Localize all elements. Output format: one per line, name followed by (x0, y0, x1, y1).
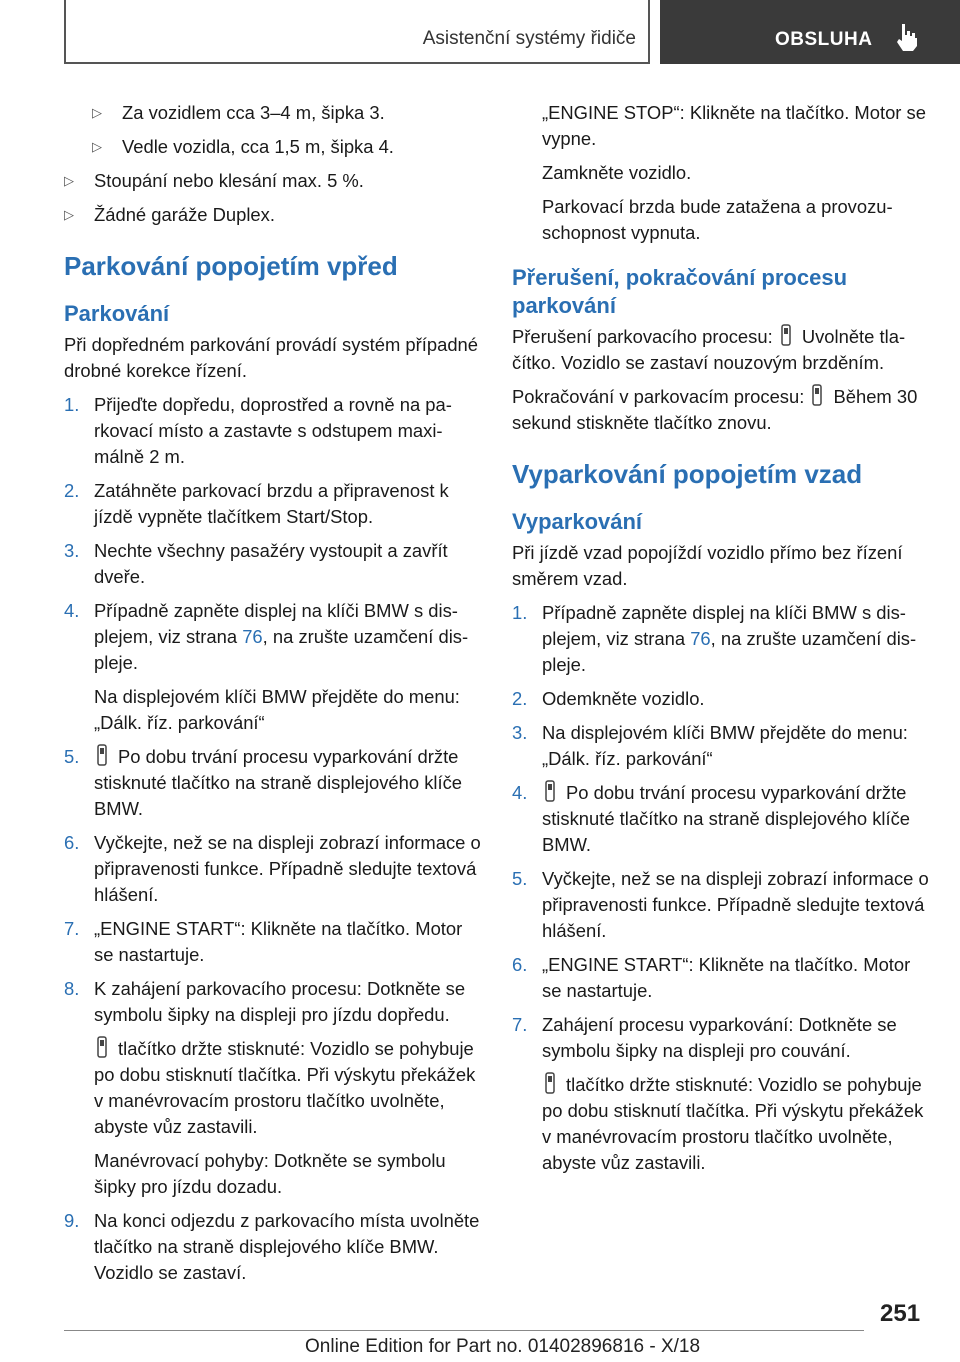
interrupt-text: Přerušení parkovacího procesu: Uvolněte tlačítko. Vozidlo se zastaví nouzovým brzděním. (512, 326, 906, 373)
key-button-icon (778, 324, 794, 346)
page-link-76[interactable]: 76 (690, 628, 711, 649)
key-button-icon (94, 744, 110, 766)
heading-unparking: Vyparkování (512, 509, 643, 534)
step-item: 8. K zahájení parkovacího procesu: Dotkněte se symbolu šipky na displeji pro jízdu dopředu. (64, 978, 466, 1025)
footer-edition: Online Edition for Part no. 01402896816 - X/18 (305, 1336, 701, 1357)
step-item: 6. Vyčkejte, než se na displeji zobrazí informace o připravenosti funkce. Případně sledujte textová hlášení. (64, 832, 481, 905)
heading-parking-forward: Parkování popojetím vpřed (64, 251, 398, 281)
step-item: 3. Na displejovém klíči BMW přejděte do menu: „Dálk. říz. parkování“ (512, 722, 908, 769)
step-item: 5. Vyčkejte, než se na displeji zobrazí informace o připravenosti funkce. Případně sledujte textová hlášení. (512, 868, 929, 941)
step-continuation: „ENGINE STOP“: Klikněte na tlačítko. Motor se vypne. (542, 102, 926, 149)
key-button-icon (94, 1036, 110, 1058)
step-item: 1. Přijeďte dopředu, doprostřed a rovně na parkovací místo a zastavte s odstupem maximálně 2 m. (64, 394, 452, 467)
step-item: 5. Po dobu trvání procesu vyparkování držte stisknuté tlačítko na straně displejového klíče BMW. (64, 746, 463, 819)
heading-parking: Parkování (64, 301, 170, 326)
step-item: 7. „ENGINE START“: Klikněte na tlačítko. Motor se nastartuje. (64, 918, 463, 965)
right-column (512, 100, 930, 1184)
step-continuation: tlačítko držte stisknuté: Vozidlo se pohybuje po dobu stisknutí tlačítka. Při výskytu překážek v manévrovacím prostoru tlačítko uvolněte, abyste vůz zastavili. (94, 1038, 476, 1137)
key-button-icon (542, 1072, 558, 1094)
step-item: 4. Po dobu trvání procesu vyparkování držte stisknuté tlačítko na straně displejového klíče BMW. (512, 782, 911, 855)
step-item: 9. Na konci odjezdu z parkovacího místa uvolněte tlačítko na straně displejového klíče BMW. Vozidlo se zastaví. (64, 1210, 480, 1283)
heading-interrupt-resume: Přerušení, pokračování procesu parkování (512, 265, 848, 318)
key-button-icon (809, 384, 825, 406)
list-item: ▷ Za vozidlem cca 3–4 m, šipka 3. (92, 102, 385, 123)
section-title: Asistenční systémy řidiče (422, 28, 636, 49)
page-number: 251 (880, 1300, 921, 1327)
step-item: 7. Zahájení procesu vyparkování: Dotkněte se symbolu šipky na displeji pro couvání. (512, 1014, 897, 1061)
intro-text: Při dopředném parkování provádí systém případné drobné korekce řízení. (64, 334, 479, 381)
heading-unpark-reverse: Vyparkování popojetím vzad (512, 459, 863, 489)
step-continuation: Zamkněte vozidlo. (542, 162, 692, 183)
chapter-tab[interactable] (660, 0, 960, 64)
step-item: 3. Nechte všechny pasažéry vystoupit a zavřít dveře. (64, 540, 448, 587)
list-item: ▷ Žádné garáže Duplex. (64, 204, 275, 225)
step-continuation: tlačítko držte stisknuté: Vozidlo se pohybuje po dobu stisknutí tlačítka. Při výskytu překážek v manévrovacím prostoru tlačítko uvolněte, abyste vůz zastavili. (542, 1074, 924, 1173)
footer-rule (64, 1330, 864, 1331)
header-bottom-rule (64, 62, 650, 64)
key-button-icon (542, 780, 558, 802)
step-item: 2. Odemkněte vozidlo. (512, 688, 705, 709)
step-item: 2. Zatáhněte parkovací brzdu a připravenost k jízdě vypněte tlačítkem Start/Stop. (64, 480, 449, 527)
header-left-rule (64, 0, 66, 64)
step-item: 4. Případně zapněte displej na klíči BMW s displejem, viz strana 76, na zrušte uzamčení displeje. (64, 600, 469, 673)
left-column (64, 100, 482, 1294)
resume-text: Pokračování v parkovacím procesu: Během 30 sekund stiskněte tlačítko znovu. (512, 386, 918, 433)
step-item: 6. „ENGINE START“: Klikněte na tlačítko. Motor se nastartuje. (512, 954, 911, 1001)
step-continuation: Manévrovací pohyby: Dotkněte se symbolu šipky pro jízdu dozadu. (94, 1150, 446, 1197)
header-right-rule (648, 0, 650, 64)
intro-text: Při jízdě vzad popojíždí vozidlo přímo bez řízení směrem vzad. (512, 542, 903, 589)
page-link-76[interactable]: 76 (242, 626, 263, 647)
step-continuation: Na displejovém klíči BMW přejděte do menu: „Dálk. říz. parkování“ (94, 686, 460, 733)
hand-pointer-icon (894, 22, 920, 52)
list-item: ▷ Vedle vozidla, cca 1,5 m, šipka 4. (92, 136, 394, 157)
chapter-tab-label: OBSLUHA (775, 29, 873, 50)
step-continuation: Parkovací brzda bude zatažena a provozuschopnost vypnuta. (542, 196, 893, 243)
list-item: ▷ Stoupání nebo klesání max. 5 %. (64, 170, 364, 191)
step-item: 1. Případně zapněte displej na klíči BMW s displejem, viz strana 76, na zrušte uzamčení displeje. (512, 602, 917, 675)
